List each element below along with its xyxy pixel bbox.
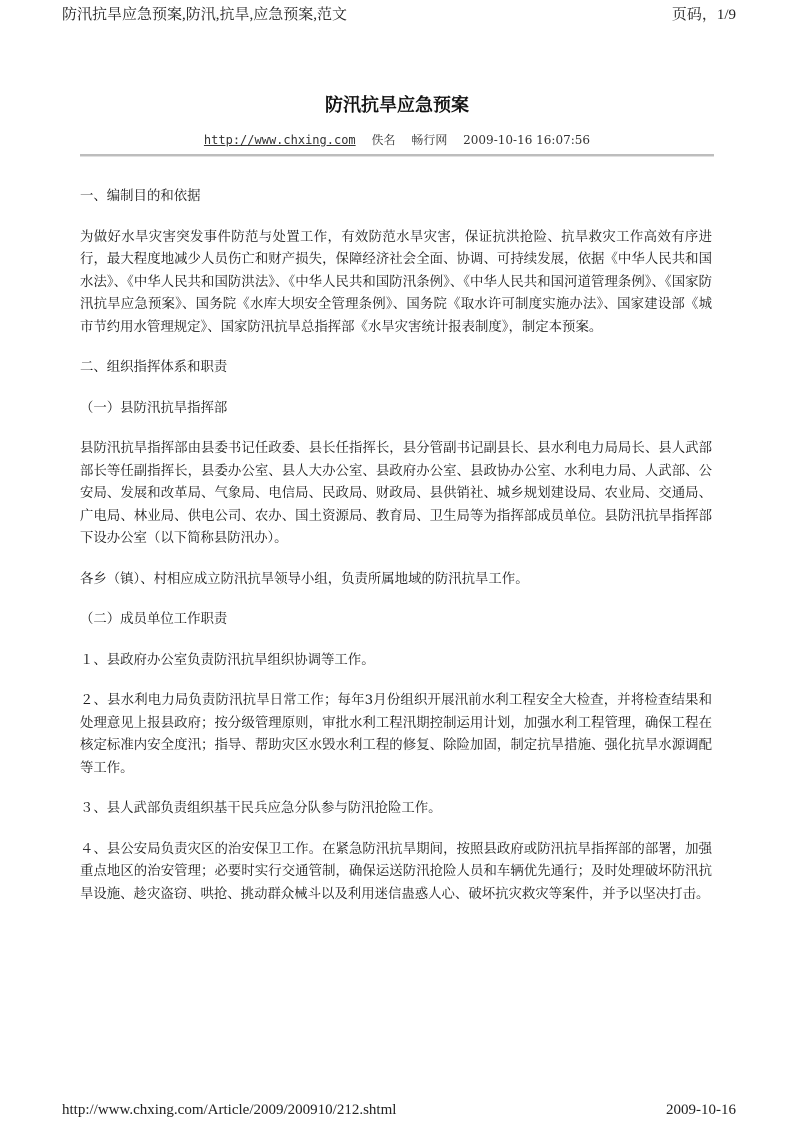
section-heading: 一、编制目的和依据 (80, 189, 201, 204)
section-heading: 二、组织指挥体系和职责 (80, 360, 228, 375)
body-paragraph: 各乡（镇）、村相应成立防汛抗旱领导小组，负责所属地域的防汛抗旱工作。 (80, 571, 529, 587)
title-divider (80, 154, 714, 157)
body-paragraph: 县防汛抗旱指挥部由县委书记任政委、县长任指挥长，县分管副书记副县长、县水利电力局局长、县人武部部长等任副指挥长，县委办公室、县人大办公室、县政府办公室、县政协办公室、水利电力局、人武部、公安局、发展和改革局、气象局、电信局、民政局、财政局、县供销社、城乡规划建设局、农业局、交通局、广电局、林业局、供电公司、农办、国土资源局、教育局、卫生局等为指挥部成员单位。县防汛抗旱指挥部下设办公室（以下简称县防汛办）。 (80, 441, 712, 546)
article-meta (0, 131, 794, 148)
source-name: 畅行网 (411, 133, 448, 147)
footer-date: 2009-10-16 (666, 1102, 736, 1118)
publish-datetime: 2009-10-16 16:07:56 (463, 133, 591, 147)
body-paragraph: ２、县水利电力局负责防汛抗旱日常工作；每年3月份组织开展汛前水利工程安全大检查，并将检查结果和处理意见上报县政府；按分级管理原则，审批水利工程汛期控制运用计划，加强水利工程管理，确保工程在核定标准内安全度汛；指导、帮助灾区水毁水利工程的修复、除险加固，制定抗旱措施、强化抗旱水源调配等工作。 (80, 693, 712, 776)
footer-url: http://www.chxing.com/Article/2009/200910/212.shtml (62, 1102, 397, 1118)
header-keywords: 防汛抗旱应急预案,防汛,抗旱,应急预案,范文 (62, 7, 348, 23)
body-paragraph: １、县政府办公室负责防汛抗旱组织协调等工作。 (80, 652, 375, 668)
page-footer (62, 1102, 736, 1119)
body-paragraph: ３、县人武部负责组织基干民兵应急分队参与防汛抢险工作。 (80, 801, 442, 816)
article-title: 防汛抗旱应急预案 (325, 95, 469, 116)
body-paragraph: ４、县公安局负责灾区的治安保卫工作。在紧急防汛抗旱期间，按照县政府或防汛抗旱指挥部的部署，加强重点地区的治安管理；必要时实行交通管制，确保运送防汛抢险人员和车辆优先通行；及时处理破坏防汛抗旱设施、趁灾盗窃、哄抢、挑动群众械斗以及利用迷信蛊惑人心、破坏抗灾救灾等案件，并予以坚决打击。 (80, 841, 712, 902)
page-number: 页码，1/9 (671, 7, 736, 23)
source-link[interactable]: http://www.chxing.com (203, 133, 356, 147)
author: 佚名 (371, 133, 396, 147)
body-paragraph: 为做好水旱灾害突发事件防范与处置工作，有效防范水旱灾害，保证抗洪抢险、抗旱救灾工作高效有序进行，最大程度地减少人员伤亡和财产损失，保障经济社会全面、协调、可持续发展，依据《中华人民共和国水法》、《中华人民共和国防洪法》、《中华人民共和国防汛条例》、《中华人民共和国河道管理条例》、《国家防汛抗旱应急预案》、国务院《水库大坝安全管理条例》、国务院《取水许可制度实施办法》、国家建设部《城市节约用水管理规定》、国家防汛抗旱总指挥部《水旱灾害统计报表制度》，制定本预案。 (80, 229, 712, 335)
subsection-heading: （一）县防汛抗旱指挥部 (80, 400, 228, 416)
subsection-heading: （二）成员单位工作职责 (80, 612, 228, 627)
page-header (62, 3, 736, 24)
article-body (80, 186, 712, 924)
